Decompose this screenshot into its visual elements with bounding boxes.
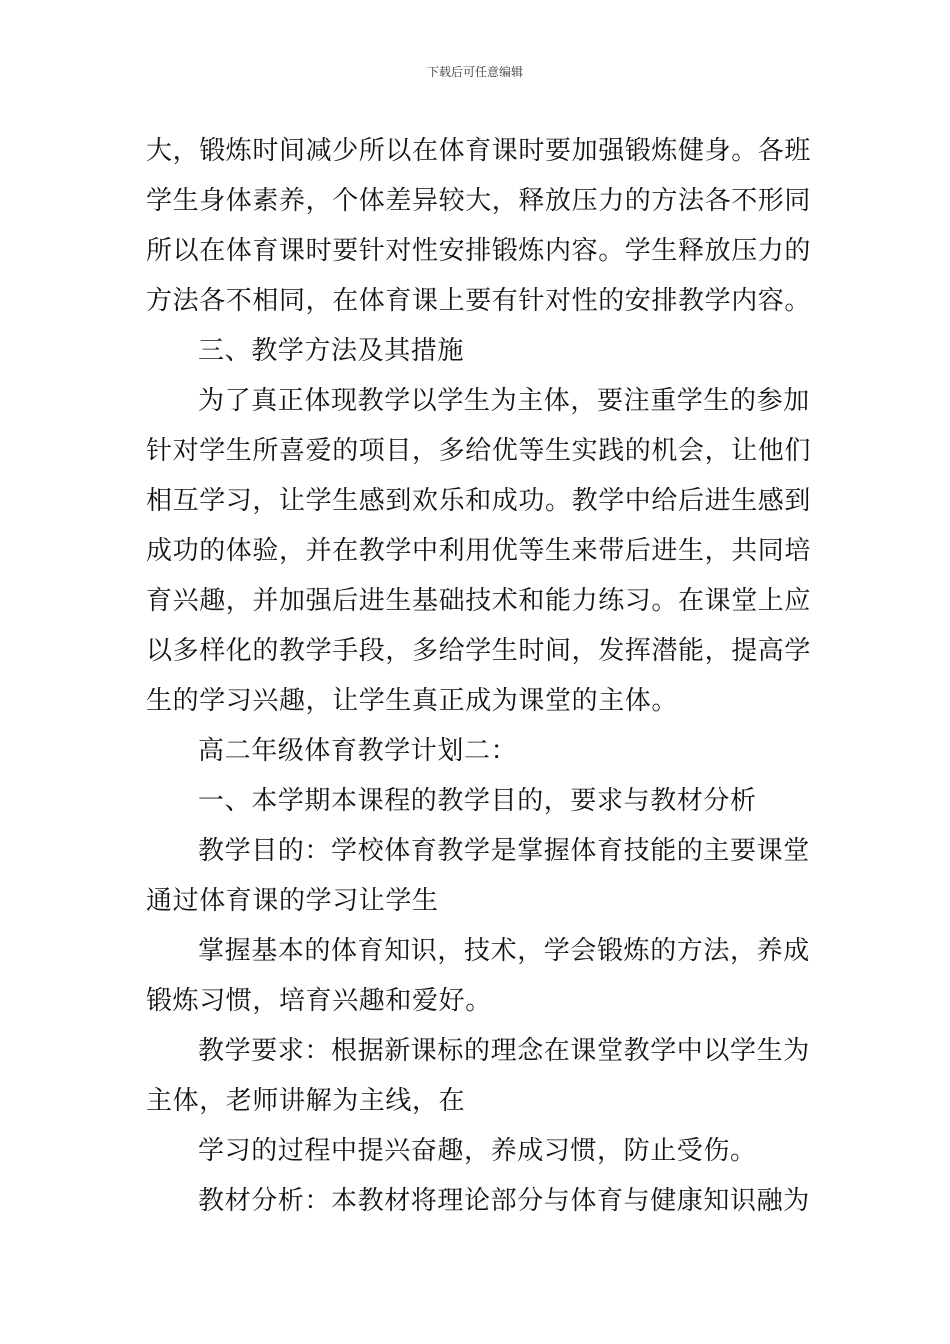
section-heading: 一、本学期本课程的教学目的，要求与教材分析 <box>198 786 757 816</box>
text-line: 学生身体素养，个体差异较大，释放压力的方法各不形同 <box>146 186 812 216</box>
text-line: 生的学习兴趣，让学生真正成为课堂的主体。 <box>146 686 679 716</box>
text-line: 学习的过程中提兴奋趣，养成习惯，防止受伤。 <box>198 1136 757 1166</box>
text-line: 针对学生所喜爱的项目，多给优等生实践的机会，让他们 <box>146 436 812 466</box>
text-line: 教学目的：学校体育教学是掌握体育技能的主要课堂 <box>198 836 810 866</box>
section-heading: 三、教学方法及其措施 <box>198 336 465 366</box>
section-heading: 高二年级体育教学计划二： <box>198 736 518 766</box>
text-line: 教学要求：根据新课标的理念在课堂教学中以学生为 <box>198 1036 810 1066</box>
text-line: 掌握基本的体育知识，技术，学会锻炼的方法，养成 <box>198 936 810 966</box>
text-line: 锻炼习惯，培育兴趣和爱好。 <box>146 986 492 1016</box>
text-line: 育兴趣，并加强后进生基础技术和能力练习。在课堂上应 <box>146 586 812 616</box>
text-line: 为了真正体现教学以学生为主体，要注重学生的参加 <box>198 386 810 416</box>
text-line: 成功的体验，并在教学中利用优等生来带后进生，共同培 <box>146 536 812 566</box>
text-line: 方法各不相同，在体育课上要有针对性的安排教学内容。 <box>146 286 812 316</box>
text-line: 大，锻炼时间减少所以在体育课时要加强锻炼健身。各班 <box>146 136 812 166</box>
text-line: 以多样化的教学手段，多给学生时间，发挥潜能，提高学 <box>146 636 812 666</box>
text-line: 教材分析：本教材将理论部分与体育与健康知识融为 <box>198 1186 810 1216</box>
text-line: 通过体育课的学习让学生 <box>146 886 439 916</box>
text-line: 所以在体育课时要针对性安排锻炼内容。学生释放压力的 <box>146 236 812 266</box>
text-line: 主体，老师讲解为主线，在 <box>146 1086 466 1116</box>
text-line: 相互学习，让学生感到欢乐和成功。教学中给后进生感到 <box>146 486 812 516</box>
page-header-note: 下载后可任意编辑 <box>426 65 523 79</box>
